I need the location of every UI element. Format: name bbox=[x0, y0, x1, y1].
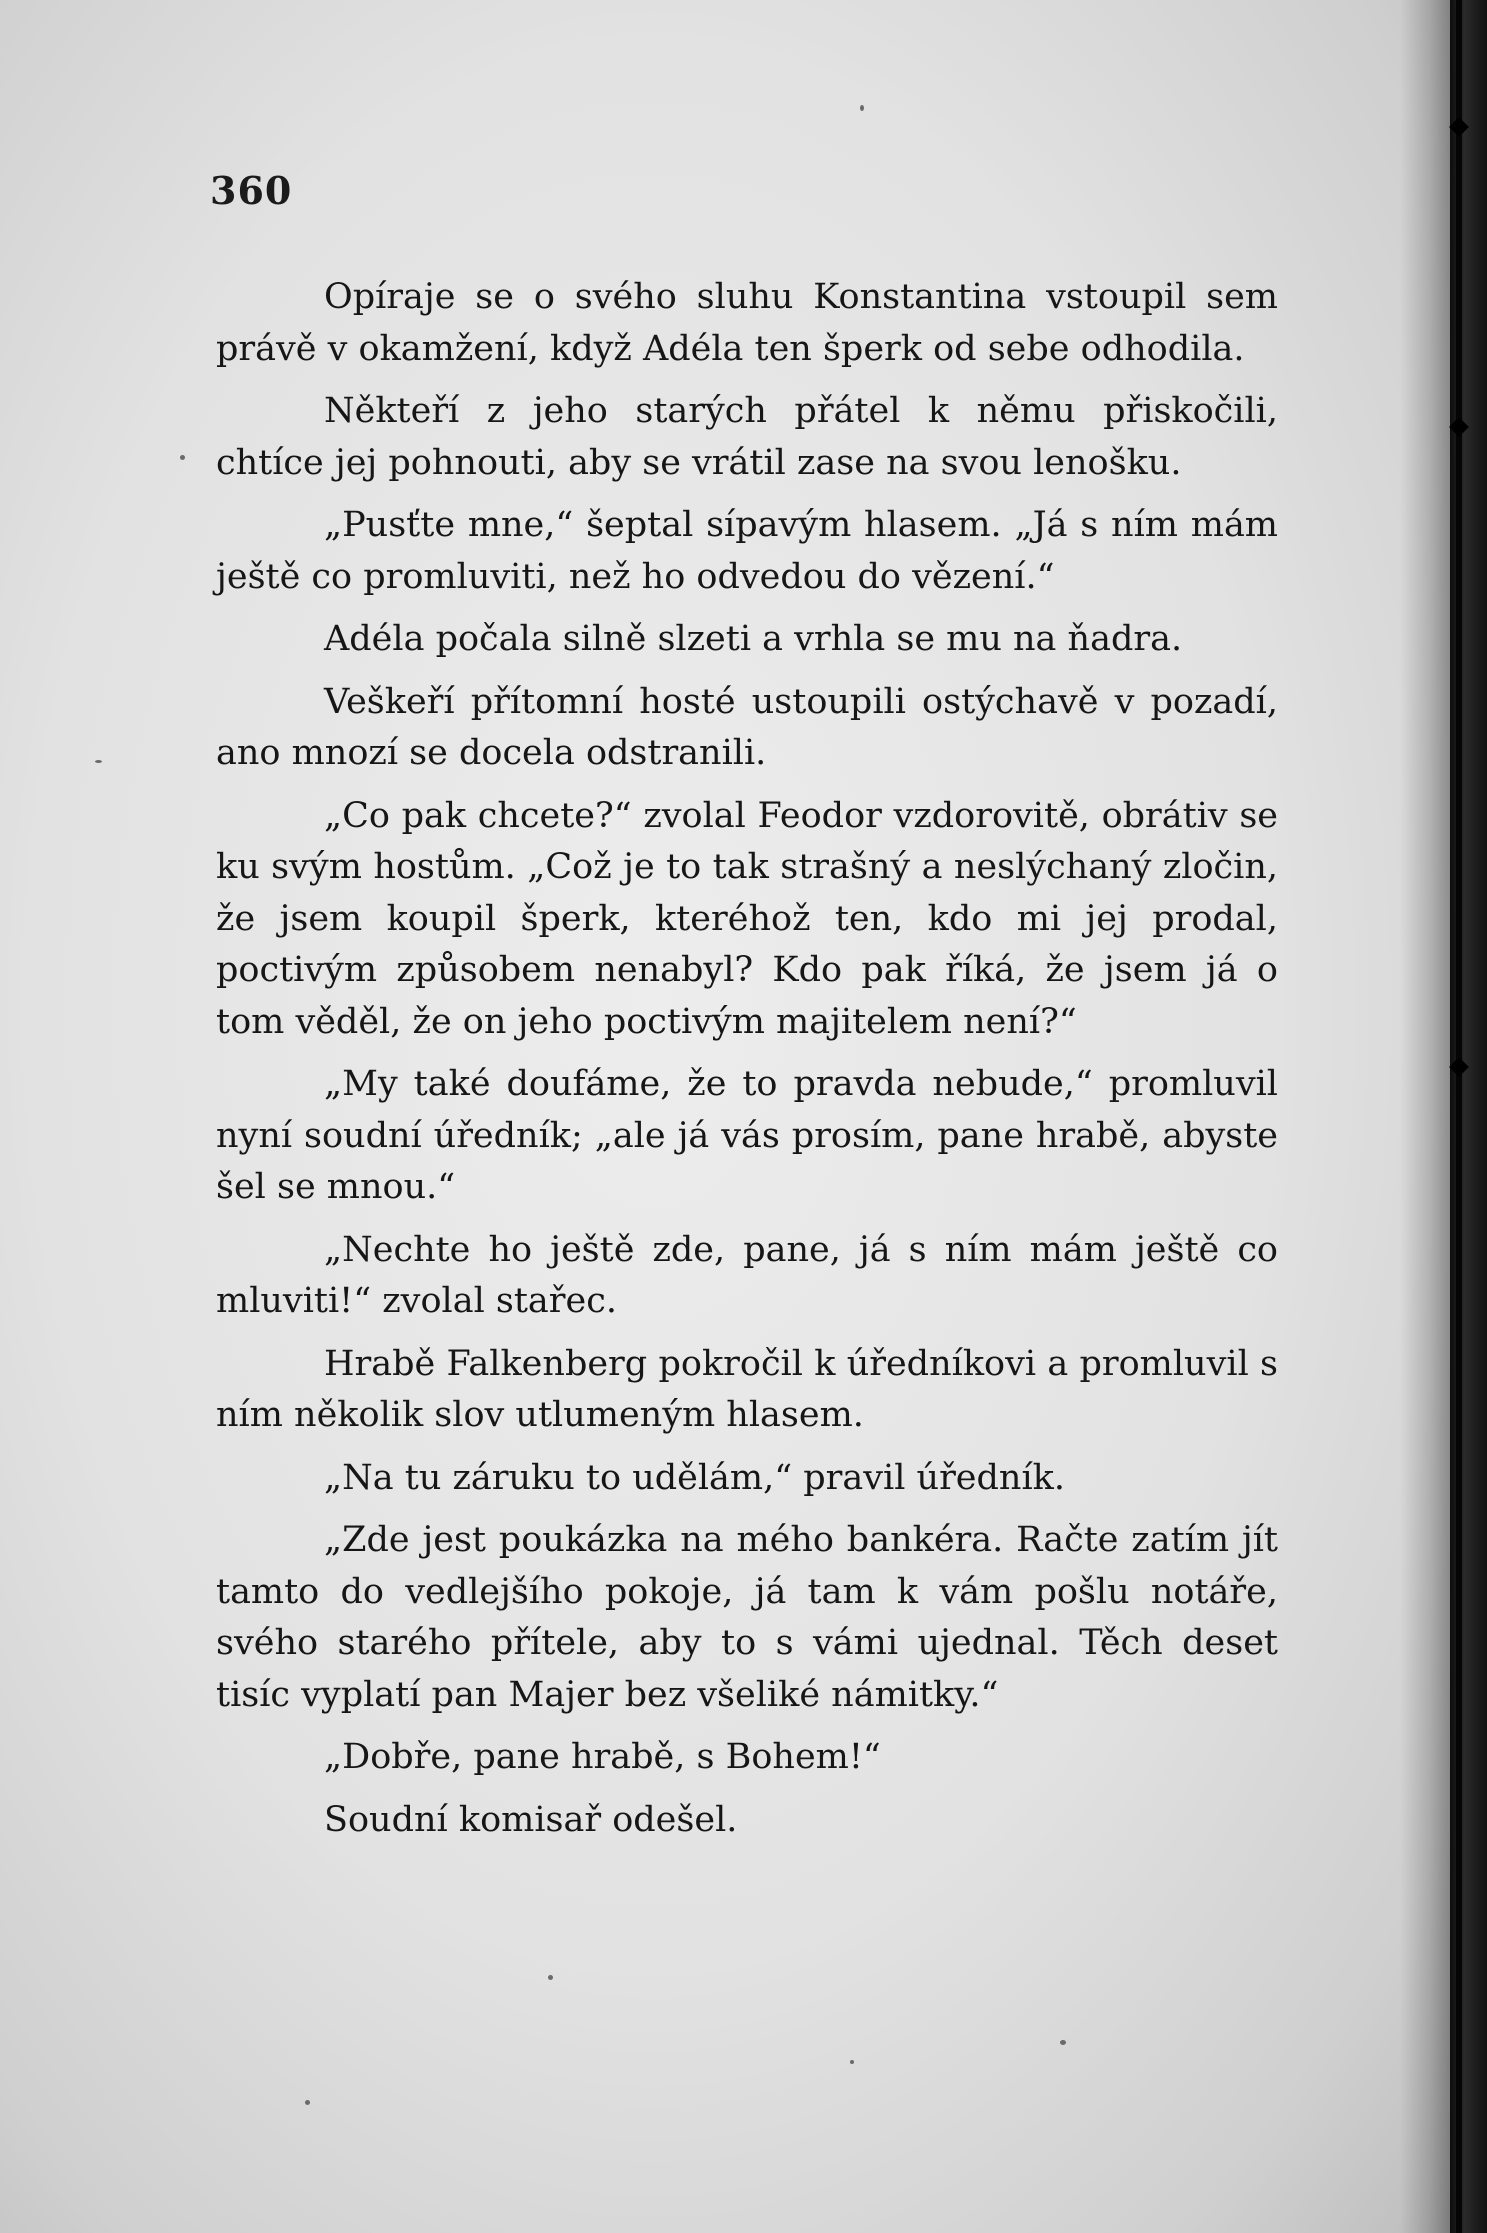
paragraph: Opíraje se o svého sluhu Konstantina vstoupil sem právě v okamžení, když Adéla ten šperk od sebe odhodila. bbox=[216, 277, 1278, 369]
paper-speck bbox=[180, 455, 185, 460]
page-edge-shadow bbox=[1400, 0, 1450, 2233]
paragraph: „Na tu záruku to udělám,“ pravil úředník. bbox=[324, 1457, 1065, 1498]
paragraph: Veškeří přítomní hosté ustoupili ostýchavě v pozadí, ano mnozí se docela odstranili. bbox=[216, 681, 1278, 773]
paragraph: „Nechte ho ještě zde, pane, já s ním mám ještě co mluviti!“ zvolal stařec. bbox=[216, 1229, 1278, 1321]
paragraph: Někteří z jeho starých přátel k němu přiskočili, chtíce jej pohnouti, aby se vrátil zase na svou lenošku. bbox=[216, 391, 1278, 483]
paper-speck bbox=[305, 2100, 310, 2105]
paper-speck bbox=[850, 2060, 854, 2064]
body-text bbox=[216, 272, 1278, 1857]
paragraph: „Zde jest poukázka na mého bankéra. Račte zatím jít tamto do vedlejšího pokoje, já tam k vám pošlu notáře, svého starého přítele, aby to s vámi ujednal. Těch deset tisíc vyplatí pan Majer bez všeliké námitky.“ bbox=[216, 1520, 1278, 1715]
paragraph: „Pusťte mne,“ šeptal sípavým hlasem. „Já s ním mám ještě co promluviti, než ho odvedou do vězení.“ bbox=[216, 505, 1278, 597]
spine-edge bbox=[1456, 0, 1462, 2233]
page-number: 360 bbox=[210, 168, 293, 213]
paragraph: Soudní komisař odešel. bbox=[324, 1799, 738, 1840]
paper-speck bbox=[860, 105, 864, 111]
paragraph: „My také doufáme, že to pravda nebude,“ promluvil nyní soudní úředník; „ale já vás prosím, pane hrabě, abyste šel se mnou.“ bbox=[216, 1064, 1278, 1207]
paper-speck bbox=[95, 760, 102, 763]
paper-speck bbox=[1060, 2040, 1066, 2045]
paragraph: „Co pak chcete?“ zvolal Feodor vzdorovitě, obrátiv se ku svým hostům. „Což je to tak strašný a neslýchaný zločin, že jsem koupil šperk, kteréhož ten, kdo mi jej prodal, poctivým způsobem nenabyl? Kdo pak říká, že jsem já o tom věděl, že on jeho poctivým majitelem není?“ bbox=[216, 795, 1278, 1042]
paragraph: Adéla počala silně slzeti a vrhla se mu na ňadra. bbox=[324, 619, 1183, 659]
paper-speck bbox=[548, 1975, 553, 1980]
paragraph: „Dobře, pane hrabě, s Bohem!“ bbox=[324, 1737, 881, 1777]
paragraph: Hrabě Falkenberg pokročil k úředníkovi a promluvil s ním několik slov utlumeným hlasem. bbox=[216, 1343, 1278, 1435]
